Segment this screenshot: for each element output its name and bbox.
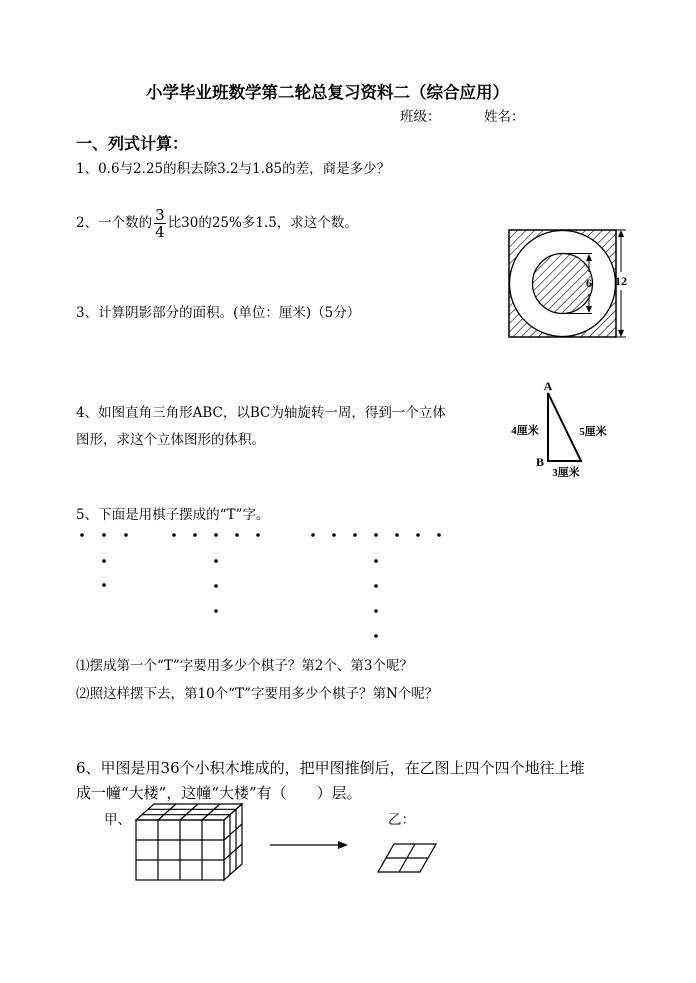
figure-jia-label: 甲、 (104, 812, 131, 828)
right-triangle (548, 393, 581, 461)
outer-dimension-label: 12 (615, 274, 627, 288)
side-bc-label: 3厘米 (552, 467, 580, 479)
triangle-figure (505, 378, 615, 482)
inner-dimension-label: 6 (586, 276, 592, 290)
t-patterns-figure (70, 525, 460, 645)
inner-circle (533, 254, 593, 314)
t-pattern-1 (80, 533, 128, 587)
vertex-b-label: B (535, 455, 545, 469)
question-6-line1: 6、甲图是用36个小积木堆成的，把甲图推倒后，在乙图上四个四个地往上堆 (76, 759, 585, 777)
question-5-sub2: ⑵照这样摆下去，第10个“T”字要用多少个棋子？第N个呢？ (76, 686, 439, 702)
fraction-numerator: 3 (155, 206, 165, 224)
class-label: 班级： (400, 109, 441, 125)
shaded-area-figure (500, 222, 640, 347)
base-grid-figure (374, 840, 440, 876)
page-title: 小学毕业班数学第二轮总复习资料二（综合应用） (146, 83, 509, 102)
block-stack-figure (130, 800, 250, 885)
question-3: 3、计算阴影部分的面积。(单位：厘米)（5分） (76, 305, 361, 321)
side-ac-label: 5厘米 (579, 426, 607, 438)
question-2-prefix: 2、一个数的 (76, 215, 153, 231)
question-4-line2: 图形，求这个立体图形的体积。 (76, 432, 265, 448)
question-4-line1: 4、如图直角三角形ABC，以BC为轴旋转一周，得到一个立体 (76, 405, 446, 421)
fraction-denominator: 4 (155, 223, 165, 241)
name-label: 姓名： (484, 109, 525, 125)
question-1: 1、0.6与2.25的积去除3.2与1.85的差，商是多少？ (76, 161, 391, 177)
t-pattern-3 (311, 533, 441, 638)
question-2 (76, 207, 358, 240)
question-5: 5、下面是用棋子摆成的“T”字。 (76, 507, 270, 523)
figure-yi-label: 乙： (388, 812, 415, 828)
vertex-a-label: A (543, 379, 553, 393)
question-2-suffix: 比30的25%多1.5，求这个数。 (167, 215, 358, 231)
arrow-icon (268, 838, 352, 852)
question-6-line2: 成一幢“大楼”，这幢“大楼”有（ ）层。 (76, 784, 362, 802)
fraction (154, 207, 166, 240)
t-pattern-2 (172, 533, 260, 613)
side-ab-label: 4厘米 (511, 425, 539, 437)
question-5-sub1: ⑴摆成第一个“T”字要用多少个棋子？第2个、第3个呢？ (76, 658, 413, 674)
section-heading: 一、列式计算： (76, 134, 189, 153)
